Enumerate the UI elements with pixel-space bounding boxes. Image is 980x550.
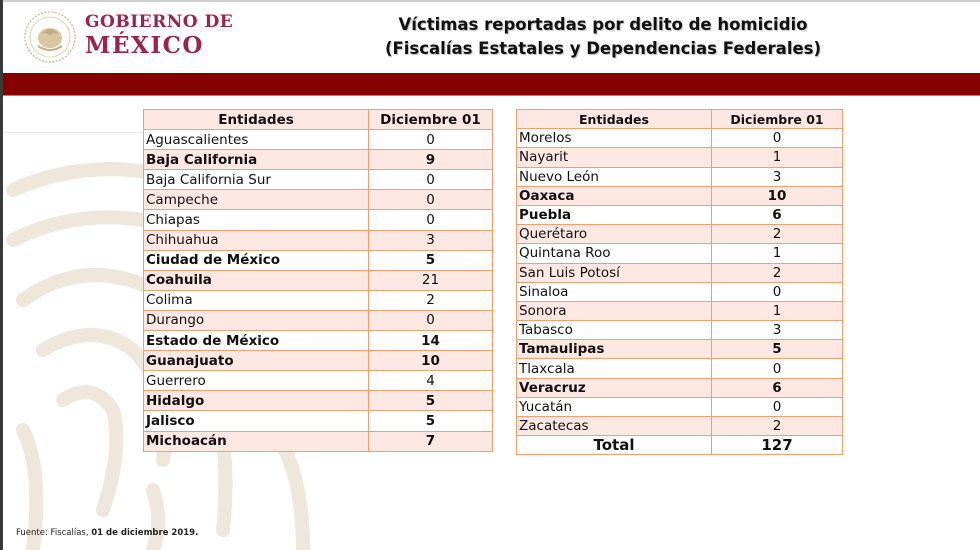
entity-name: Campeche (144, 190, 369, 210)
victim-count: 10 (369, 351, 493, 371)
title-line1: Víctimas reportadas por delito de homicidio (398, 15, 808, 34)
table-header-row (517, 110, 843, 129)
entity-name: Coahuila (144, 270, 369, 290)
table-row (144, 371, 493, 391)
entity-name: Durango (144, 310, 369, 330)
header-entidades: Entidades (144, 110, 369, 130)
victim-count: 4 (369, 371, 493, 391)
entity-name: Baja California (144, 150, 369, 170)
entity-name: Querétaro (517, 225, 712, 244)
table-row (517, 263, 843, 282)
victim-count: 1 (712, 244, 843, 263)
table-row (517, 301, 843, 320)
national-seal-icon (23, 10, 77, 64)
victim-count: 0 (712, 359, 843, 378)
entity-name: Morelos (517, 129, 712, 148)
entity-name: Baja California Sur (144, 170, 369, 190)
homicide-table-right (516, 109, 843, 455)
entity-name: Oaxaca (517, 186, 712, 205)
entity-name: Chiapas (144, 210, 369, 230)
entity-name: Jalisco (144, 411, 369, 431)
table-row (517, 167, 843, 186)
entity-name: San Luis Potosí (517, 263, 712, 282)
table-row (144, 130, 493, 150)
table-row (517, 205, 843, 224)
entity-name: Tamaulipas (517, 340, 712, 359)
table-row (517, 321, 843, 340)
header-diciembre: Diciembre 01 (712, 110, 843, 129)
total-label: Total (517, 436, 712, 455)
table-header-row (144, 110, 493, 130)
entity-name: Estado de México (144, 331, 369, 351)
victim-count: 5 (369, 391, 493, 411)
header-red-bar (3, 73, 980, 96)
entity-name: Sonora (517, 301, 712, 320)
victim-count: 0 (369, 170, 493, 190)
victim-count: 9 (369, 150, 493, 170)
table-row (144, 190, 493, 210)
entity-name: Nuevo León (517, 167, 712, 186)
victim-count: 0 (712, 282, 843, 301)
table-row (517, 129, 843, 148)
entity-name: Colima (144, 290, 369, 310)
total-row (517, 436, 843, 455)
entity-name: Aguascalientes (144, 130, 369, 150)
victim-count: 0 (369, 190, 493, 210)
entity-name: Michoacán (144, 431, 369, 451)
header-diciembre: Diciembre 01 (369, 110, 493, 130)
entity-name: Guerrero (144, 371, 369, 391)
entity-name: Nayarit (517, 148, 712, 167)
logo-line1: GOBIERNO DE (85, 12, 234, 32)
victim-count: 1 (712, 148, 843, 167)
victim-count: 2 (712, 417, 843, 436)
entity-name: Guanajuato (144, 351, 369, 371)
table-row (144, 270, 493, 290)
victim-count: 1 (712, 301, 843, 320)
table-row (144, 250, 493, 270)
entity-name: Quintana Roo (517, 244, 712, 263)
table-row (144, 170, 493, 190)
table-row (517, 417, 843, 436)
page-title (343, 13, 863, 61)
entity-name: Hidalgo (144, 391, 369, 411)
page-header (3, 2, 980, 73)
government-logo-text (85, 14, 233, 57)
victim-count: 0 (712, 129, 843, 148)
victim-count: 3 (369, 230, 493, 250)
victim-count: 5 (369, 411, 493, 431)
total-value: 127 (712, 436, 843, 455)
table-row (144, 431, 493, 451)
table-row (144, 391, 493, 411)
table-row (517, 225, 843, 244)
entity-name: Ciudad de México (144, 250, 369, 270)
victim-count: 10 (712, 186, 843, 205)
table-row (144, 210, 493, 230)
table-row (517, 244, 843, 263)
entity-name: Puebla (517, 205, 712, 224)
homicide-table-left (143, 109, 493, 452)
entity-name: Tlaxcala (517, 359, 712, 378)
source-date: 01 de diciembre 2019. (91, 528, 199, 538)
source-prefix: Fuente: Fiscalías, (16, 528, 92, 538)
victim-count: 3 (712, 167, 843, 186)
header-entidades: Entidades (517, 110, 712, 129)
victim-count: 5 (712, 340, 843, 359)
victim-count: 5 (369, 250, 493, 270)
entity-name: Sinaloa (517, 282, 712, 301)
table-row (144, 230, 493, 250)
victim-count: 2 (369, 290, 493, 310)
table-row (144, 150, 493, 170)
table-row (517, 186, 843, 205)
entity-name: Veracruz (517, 378, 712, 397)
victim-count: 21 (369, 270, 493, 290)
victim-count: 2 (712, 263, 843, 282)
table-row (144, 310, 493, 330)
victim-count: 0 (369, 130, 493, 150)
victim-count: 2 (712, 225, 843, 244)
victim-count: 6 (712, 378, 843, 397)
source-footnote (16, 528, 198, 538)
victim-count: 0 (369, 310, 493, 330)
table-row (517, 359, 843, 378)
table-row (517, 282, 843, 301)
table-row (144, 351, 493, 371)
victim-count: 6 (712, 205, 843, 224)
victim-count: 7 (369, 431, 493, 451)
entity-name: Zacatecas (517, 417, 712, 436)
entity-name: Yucatán (517, 397, 712, 416)
table-row (517, 340, 843, 359)
table-row (144, 290, 493, 310)
entity-name: Tabasco (517, 321, 712, 340)
title-line2: (Fiscalías Estatales y Dependencias Federales) (384, 39, 822, 58)
victim-count: 0 (369, 210, 493, 230)
table-row (517, 378, 843, 397)
table-row (144, 411, 493, 431)
table-row (517, 148, 843, 167)
table-row (144, 331, 493, 351)
victim-count: 0 (712, 397, 843, 416)
table-row (517, 397, 843, 416)
victim-count: 3 (712, 321, 843, 340)
entity-name: Chihuahua (144, 230, 369, 250)
logo-line2: MÉXICO (85, 32, 204, 59)
victim-count: 14 (369, 331, 493, 351)
